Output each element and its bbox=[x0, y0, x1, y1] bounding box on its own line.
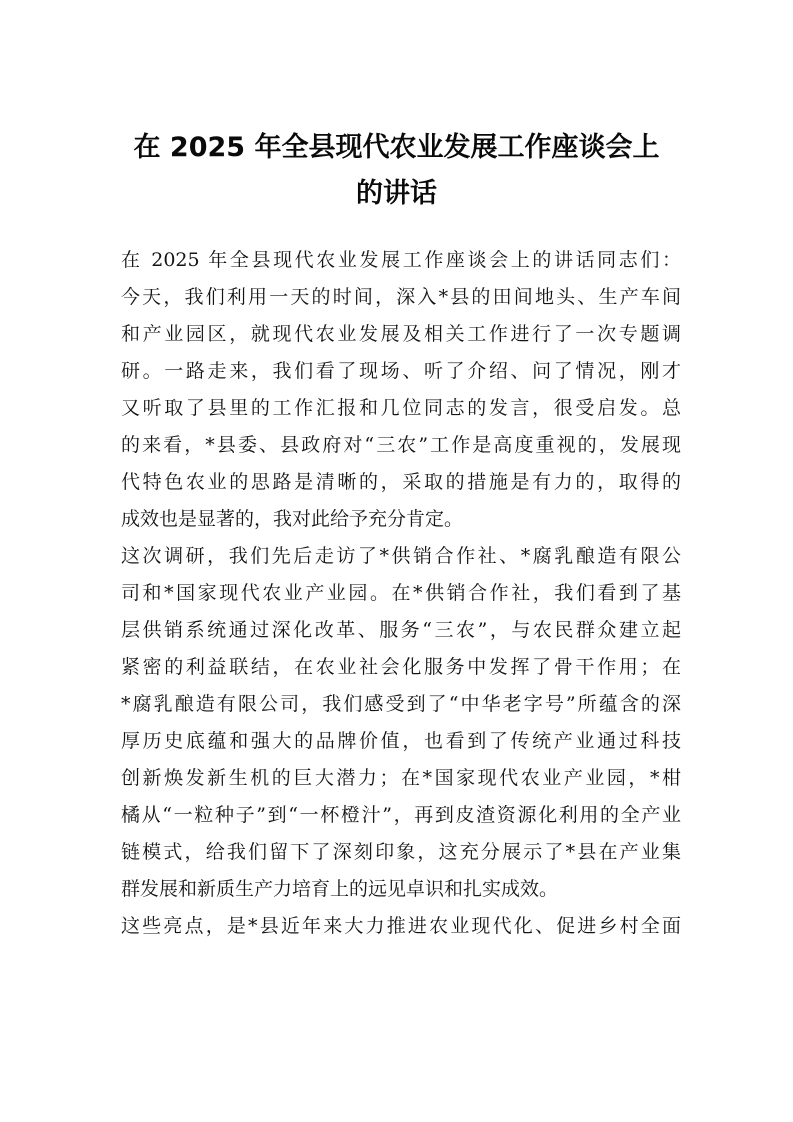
body-line: 又听取了县里的工作汇报和几位同志的发言，很受启发。总 bbox=[121, 397, 681, 419]
body-line: 橘从“一粒种子”到“一杯橙汁”，再到皮渣资源化利用的全产业 bbox=[121, 804, 681, 826]
body-line: 层供销系统通过深化改革、服务“三农”，与农民群众建立起 bbox=[121, 619, 681, 641]
body-line: 代特色农业的思路是清晰的，采取的措施是有力的，取得的 bbox=[121, 471, 681, 493]
document-title-line-1: 在 2025 年全县现代农业发展工作座谈会上 bbox=[133, 132, 660, 163]
body-line: 这次调研，我们先后走访了*供销合作社、*腐乳酿造有限公 bbox=[121, 545, 681, 567]
body-line: 链模式，给我们留下了深刻印象，这充分展示了*县在产业集 bbox=[121, 841, 681, 863]
body-line: 和产业园区，就现代农业发展及相关工作进行了一次专题调 bbox=[121, 323, 681, 345]
body-line: 今天，我们利用一天的时间，深入*县的田间地头、生产车间 bbox=[121, 286, 681, 308]
body-line: 紧密的利益联结，在农业社会化服务中发挥了骨干作用；在 bbox=[121, 656, 681, 678]
body-line: *腐乳酿造有限公司，我们感受到了“中华老字号”所蕴含的深 bbox=[121, 693, 681, 715]
body-line: 在 2025 年全县现代农业发展工作座谈会上的讲话同志们： bbox=[121, 249, 681, 271]
body-line: 群发展和新质生产力培育上的远见卓识和扎实成效。 bbox=[121, 878, 559, 900]
body-line: 创新焕发新生机的巨大潜力；在*国家现代农业产业园，*柑 bbox=[121, 767, 681, 789]
body-line: 这些亮点，是*县近年来大力推进农业现代化、促进乡村全面 bbox=[121, 915, 681, 937]
body-line: 成效也是显著的，我对此给予充分肯定。 bbox=[121, 508, 464, 530]
document-title-line-2: 的讲话 bbox=[356, 178, 437, 209]
body-line: 的来看，*县委、县政府对“三农”工作是高度重视的，发展现 bbox=[121, 434, 681, 456]
body-line: 厚历史底蕴和强大的品牌价值，也看到了传统产业通过科技 bbox=[121, 730, 681, 752]
body-line: 司和*国家现代农业产业园。在*供销合作社，我们看到了基 bbox=[121, 582, 681, 604]
body-line: 研。一路走来，我们看了现场、听了介绍、问了情况，刚才 bbox=[121, 360, 681, 382]
